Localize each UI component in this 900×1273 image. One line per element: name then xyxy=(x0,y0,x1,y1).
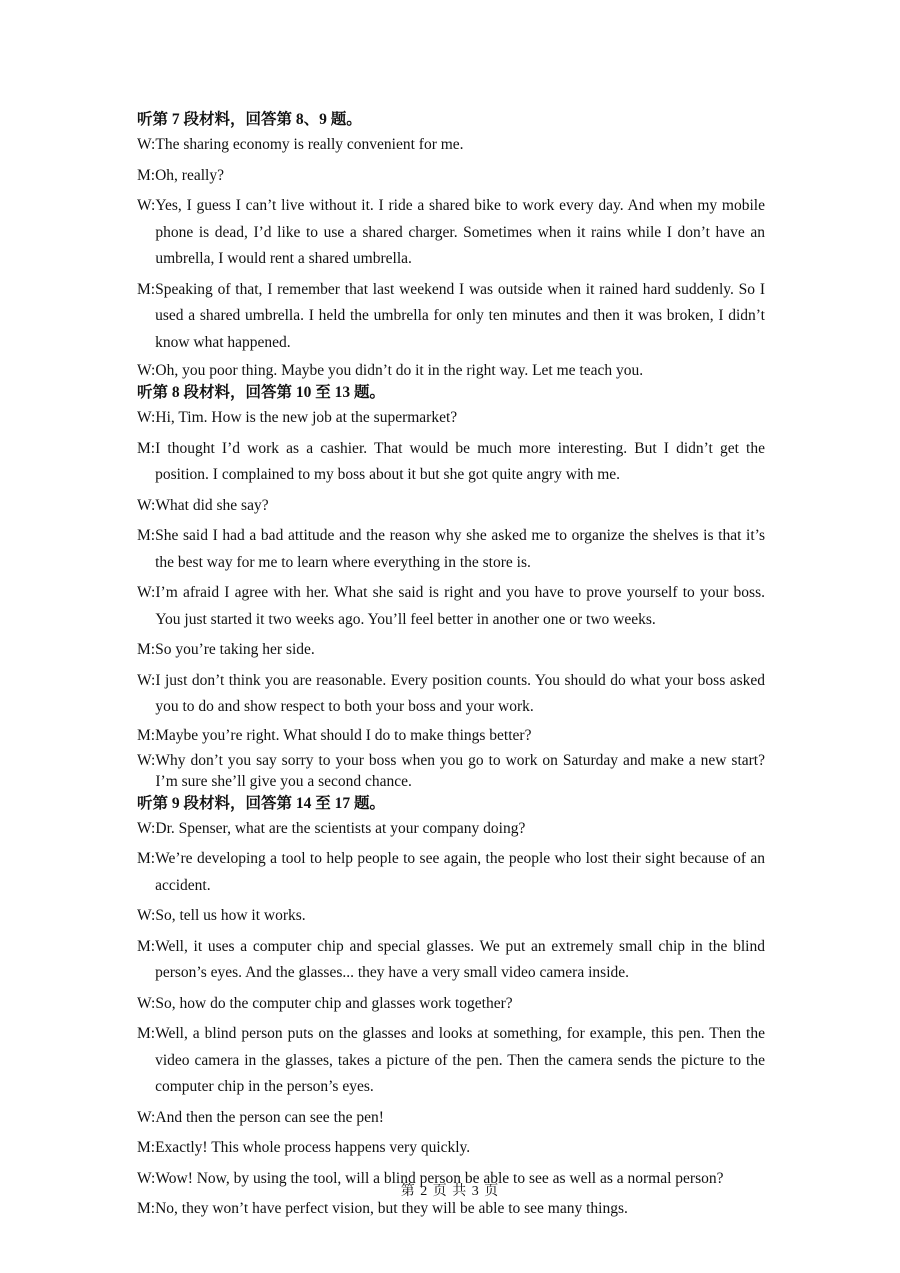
utterance: What did she say? xyxy=(155,496,269,514)
dialogue-line xyxy=(137,580,765,633)
speaker-label: W: xyxy=(137,994,156,1012)
utterance: I just don’t think you are reasonable. Every position counts. You should do what your boss asked you to do and show respect to both your boss and your work. xyxy=(155,671,765,715)
speaker-label: M: xyxy=(137,1139,156,1156)
speaker-label: W: xyxy=(137,197,156,214)
section-8 xyxy=(137,381,765,792)
section-7 xyxy=(137,108,765,381)
utterance: The sharing economy is really convenient for me. xyxy=(155,136,464,153)
section-heading: 听第 7 段材料，回答第 8、9 题。 xyxy=(137,111,362,128)
speaker-label: M: xyxy=(137,527,156,544)
utterance: So, how do the computer chip and glasses work together? xyxy=(155,994,513,1012)
utterance: Yes, I guess I can’t live without it. I ride a shared bike to work every day. And when my mobile phone is dead, I’d like to use a shared charger. Sometimes when it rains while I don’t have an umbrella, I would rent a shared umbrella. xyxy=(155,197,765,267)
utterance: Exactly! This whole process happens very quickly. xyxy=(155,1139,471,1156)
speaker-label: W: xyxy=(137,409,156,426)
utterance: Speaking of that, I remember that last weekend I was outside when it rained hard suddenly. So I used a shared umbrella. I held the umbrella for only ten minutes and then it was broken, I didn’t know what happened. xyxy=(155,280,765,351)
utterance: So you’re taking her side. xyxy=(155,641,315,658)
utterance: Well, a blind person puts on the glasses and looks at something, for example, this pen. Then the video camera in the glasses, takes a picture of the pen. Then the camera sends the picture to the computer chip in the person’s eyes. xyxy=(155,1025,765,1095)
utterance: So, tell us how it works. xyxy=(155,907,306,924)
utterance: Wow! Now, by using the tool, will a blind person be able to see as well as a normal person? xyxy=(155,1169,724,1187)
dialogue-line xyxy=(137,750,765,792)
speaker-label: W: xyxy=(137,907,156,924)
speaker-label: W: xyxy=(137,136,156,153)
speaker-label: W: xyxy=(137,362,156,379)
utterance: Oh, you poor thing. Maybe you didn’t do it in the right way. Let me teach you. xyxy=(155,362,644,379)
speaker-label: W: xyxy=(137,1108,156,1126)
transcript-body xyxy=(137,108,765,1227)
dialogue-line xyxy=(137,277,765,357)
dialogue-line xyxy=(137,493,765,520)
dialogue-line xyxy=(137,360,765,381)
speaker-label: W: xyxy=(137,1169,156,1187)
dialogue-line xyxy=(137,1021,765,1101)
dialogue-line xyxy=(137,405,765,432)
dialogue-line xyxy=(137,523,765,576)
dialogue-line xyxy=(137,991,765,1018)
dialogue-line xyxy=(137,163,765,190)
utterance: Oh, really? xyxy=(155,166,224,184)
utterance: No, they won’t have perfect vision, but they will be able to see many things. xyxy=(155,1200,628,1217)
speaker-label: W: xyxy=(137,751,156,769)
utterance: Dr. Spenser, what are the scientists at your company doing? xyxy=(155,819,526,837)
dialogue-line xyxy=(137,193,765,273)
speaker-label: M: xyxy=(137,641,156,658)
dialogue-line xyxy=(137,934,765,987)
dialogue-line xyxy=(137,816,765,843)
utterance: Why don’t you say sorry to your boss when you go to work on Saturday and make a new start? I’m sure she’ll give you a second chance. xyxy=(155,751,765,790)
dialogue-line xyxy=(137,1105,765,1132)
section-9 xyxy=(137,792,765,1223)
utterance: We’re developing a tool to help people to see again, the people who lost their sight because of an accident. xyxy=(155,850,765,894)
dialogue-line xyxy=(137,846,765,899)
dialogue-line xyxy=(137,1135,765,1162)
speaker-label: M: xyxy=(137,439,156,457)
section-heading: 听第 9 段材料，回答第 14 至 17 题。 xyxy=(137,794,386,812)
speaker-label: W: xyxy=(137,671,156,689)
speaker-label: M: xyxy=(137,166,156,184)
speaker-label: M: xyxy=(137,726,156,744)
dialogue-line xyxy=(137,903,765,930)
speaker-label: W: xyxy=(137,819,156,837)
speaker-label: M: xyxy=(137,1025,156,1042)
speaker-label: W: xyxy=(137,584,156,601)
dialogue-line xyxy=(137,637,765,664)
dialogue-line xyxy=(137,132,765,159)
dialogue-line xyxy=(137,668,765,721)
speaker-label: M: xyxy=(137,1200,156,1217)
speaker-label: M: xyxy=(137,937,156,955)
speaker-label: W: xyxy=(137,496,156,514)
dialogue-line xyxy=(137,436,765,489)
utterance: Well, it uses a computer chip and special glasses. We put an extremely small chip in the blind person’s eyes. And the glasses... they have a very small video camera inside. xyxy=(155,937,765,981)
section-heading: 听第 8 段材料，回答第 10 至 13 题。 xyxy=(137,384,386,401)
speaker-label: M: xyxy=(137,280,156,298)
utterance: I thought I’d work as a cashier. That would be much more interesting. But I didn’t get the position. I complained to my boss about it but she got quite angry with me. xyxy=(155,439,765,483)
utterance: She said I had a bad attitude and the reason why she asked me to organize the shelves is that it’s the best way for me to learn where everything in the store is. xyxy=(155,527,765,571)
utterance: And then the person can see the pen! xyxy=(155,1108,384,1126)
utterance: Hi, Tim. How is the new job at the supermarket? xyxy=(155,409,458,426)
dialogue-line xyxy=(137,725,765,746)
utterance: Maybe you’re right. What should I do to make things better? xyxy=(155,726,532,744)
page-number-footer: 第 2 页 共 3 页 xyxy=(400,1184,500,1199)
utterance: I’m afraid I agree with her. What she said is right and you have to prove yourself to your boss. You just started it two weeks ago. You’ll feel better in another one or two weeks. xyxy=(155,584,765,628)
speaker-label: M: xyxy=(137,850,156,867)
